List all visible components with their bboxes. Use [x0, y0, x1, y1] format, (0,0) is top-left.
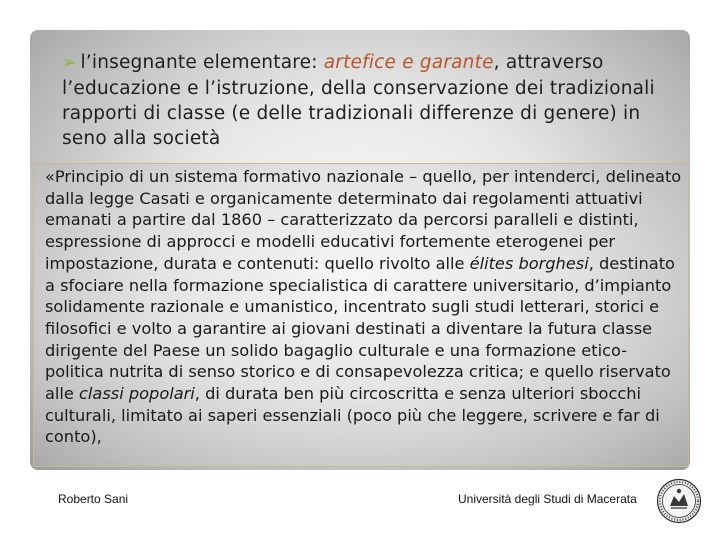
arrow-bullet-icon: ➢: [62, 53, 77, 73]
quote-part-1: «Principio di un sistema formativo nazionale – quello, per intenderci, delineato dalla legge Casati e organicamente determinato dai regolamenti attuativi emanati a partire dal 1860 – caratterizzato da percorsi paralleli e distinti, espressione di approcci e modelli educativi fortemente eterogenei per impostazione, durata e contenuti: quello rivolto alle: [45, 167, 682, 273]
quote-part-3: , di durata ben più circoscritta e senza ulteriori sbocchi culturali, limitato ai saperi essenziali (poco più che leggere, scrivere e far di conto),: [45, 384, 660, 447]
bullet-accent-text: artefice e garante: [323, 52, 494, 73]
quote-text: [45, 166, 685, 448]
footer-university: Università degli Studi di Macerata: [458, 492, 637, 506]
bullet-point: [62, 50, 672, 151]
university-seal-icon: [656, 478, 702, 524]
footer-author: Roberto Sani: [58, 492, 129, 506]
bullet-text-end: , attraverso l’educazione e l’istruzione, della conservazione dei tradizionali rapporti di classe (e delle tradizionali differenze di genere) in seno alla società: [62, 52, 655, 149]
quote-part-2: , destinato a sfociare nella formazione specialistica di carattere universitario, d’impianto solidamente razionale e umanistico, incentrato sugli studi letterari, storici e filosofici e volto a garantire ai giovani destinati a diventare la futura classe dirigente del Paese un solido bagaglio culturale e una formazione etico-politica nutrita di senso storico e di consapevolezza critica; e quello riservato alle: [45, 253, 675, 404]
quote-emphasis-elites: élites borghesi: [469, 253, 589, 273]
quote-emphasis-classi: classi popolari: [79, 384, 195, 404]
bullet-text-start: l’insegnante elementare:: [80, 52, 324, 73]
